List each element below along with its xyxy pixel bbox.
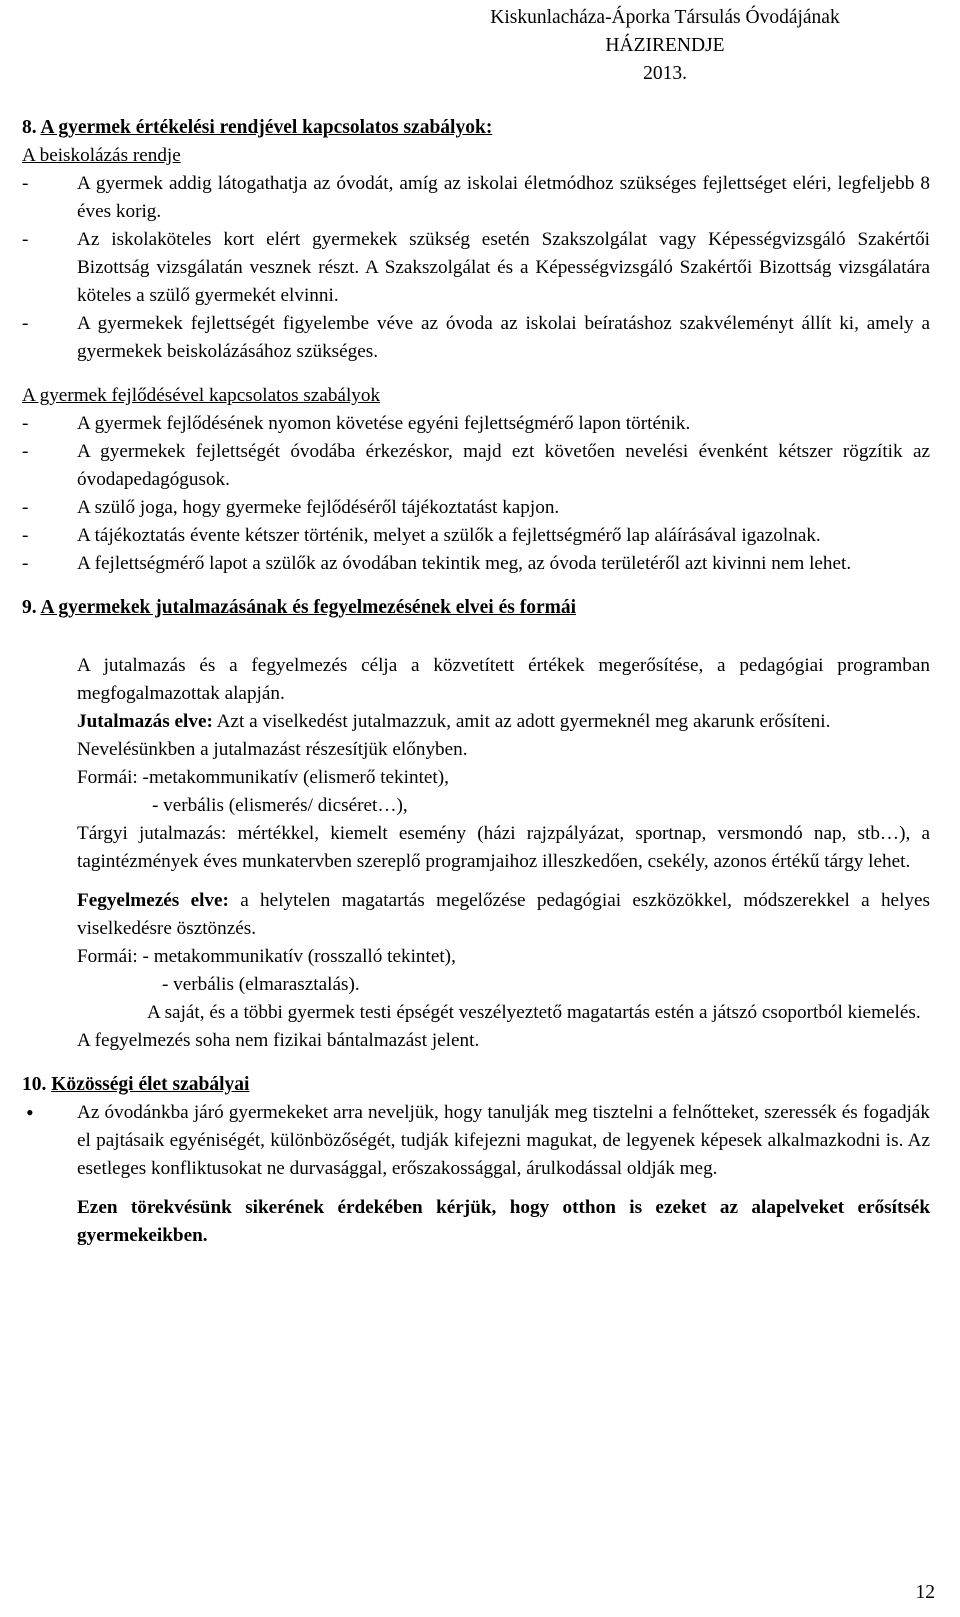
list-item xyxy=(22,310,930,366)
dash-marker: - xyxy=(22,525,29,546)
closing-paragraph xyxy=(77,1194,930,1250)
section-8-heading xyxy=(22,114,930,142)
list-item-text: A fejlettségmérő lapot a szülők az óvodában tekintik meg, az óvoda területéről azt kivinni nem lehet. xyxy=(77,553,852,574)
section-title: A gyermekek jutalmazásának és fegyelmezésének elvei és formái xyxy=(40,597,577,618)
paragraph: Nevelésünkben a jutalmazást részesítjük előnyben. xyxy=(77,739,468,760)
paragraph xyxy=(77,887,930,943)
list-item xyxy=(22,550,930,578)
bold-lead: Fegyelmezés elve: xyxy=(77,890,229,911)
section-10-heading xyxy=(22,1071,930,1099)
section-number: 8. xyxy=(22,117,41,138)
dash-marker: - xyxy=(22,173,29,194)
dash-marker: - xyxy=(22,497,29,518)
paragraph xyxy=(77,708,930,736)
paragraph: Tárgyi jutalmazás: mértékkel, kiemelt esemény (házi rajzpályázat, sportnap, versmondó nap, stb…), a tagintézmények éves munkatervben szereplő programjaihoz illeszkedően, csekély, azonos értékű tárgy lehet. xyxy=(77,823,930,872)
bullet-marker: • xyxy=(26,1100,34,1125)
subsection-heading: A gyermek fejlődésével kapcsolatos szabályok xyxy=(22,385,381,406)
page-header xyxy=(425,4,905,88)
paragraph-text: a helytelen magatartás megelőzése pedagógiai eszközökkel, módszerekkel a helyes viselkedésre ösztönzés. xyxy=(77,890,930,939)
section-number: 10. xyxy=(22,1074,52,1095)
page-number: 12 xyxy=(915,1582,935,1603)
paragraph: Formái: -metakommunikatív (elismerő tekintet), xyxy=(77,767,449,788)
list-item-text: Az óvodánkba járó gyermekeket arra neveljük, hogy tanulják meg tisztelni a felnőtteket, szeressék és fogadják el pajtásaik egyéniségét, különbözőségét, tudják kifejezni magukat, de legyenek képesek alkalmazkodni is. Az esetleges konfliktusokat ne durvasággal, erőszakossággal, árulkodással oldják meg. xyxy=(77,1102,930,1179)
section-title: A gyermek értékelési rendjével kapcsolatos szabályok: xyxy=(40,117,493,138)
list-item xyxy=(22,410,930,438)
header-institution: Kiskunlacháza-Áporka Társulás Óvodájának xyxy=(490,7,840,28)
list-item-text: A gyermek fejlődésének nyomon követése egyéni fejlettségmérő lapon történik. xyxy=(77,413,691,434)
paragraph: - verbális (elmarasztalás). xyxy=(162,974,360,995)
bold-lead: Jutalmazás elve: xyxy=(77,711,213,732)
header-year: 2013. xyxy=(643,63,687,84)
paragraph: A jutalmazás és a fegyelmezés célja a közvetített értékek megerősítése, a pedagógiai programban megfogalmazottak alapján. xyxy=(77,655,930,704)
list-item xyxy=(22,1099,930,1183)
subsection-heading: A beiskolázás rendje xyxy=(22,145,181,166)
paragraph: Formái: - metakommunikatív (rosszalló tekintet), xyxy=(77,946,456,967)
paragraph: - verbális (elismerés/ dicséret…), xyxy=(152,795,408,816)
list-item xyxy=(22,438,930,494)
closing-bold-text: Ezen törekvésünk sikerének érdekében kérjük, hogy otthon is ezeket az alapelveket erősítsék gyermekeikben. xyxy=(77,1197,930,1246)
dash-marker: - xyxy=(22,441,29,462)
paragraph: A fegyelmezés soha nem fizikai bántalmazást jelent. xyxy=(77,1030,480,1051)
section-9-heading xyxy=(22,594,930,622)
section-number: 9. xyxy=(22,597,41,618)
list-item xyxy=(22,522,930,550)
list-item-text: Az iskolaköteles kort elért gyermekek szükség esetén Szakszolgálat vagy Képességvizsgáló Szakértői Bizottság vizsgálatán vesznek részt. A Szakszolgálat és a Képességvizsgáló Szakértői Bizottság vizsgálatára köteles a szülő gyermekét elvinni. xyxy=(77,229,930,306)
list-item-text: A gyermekek fejlettségét óvodába érkezéskor, majd ezt követően nevelési évenként kétszer rögzítik az óvodapedagógusok. xyxy=(77,441,930,490)
dash-marker: - xyxy=(22,413,29,434)
list-item-text: A gyermekek fejlettségét figyelembe véve az óvoda az iskolai beíratáshoz szakvéleményt állít ki, amely a gyermekek beiskolázásához szükséges. xyxy=(77,313,930,362)
paragraph-text: Azt a viselkedést jutalmazzuk, amit az adott gyermeknél meg akarunk erősíteni. xyxy=(212,711,831,732)
dash-marker: - xyxy=(22,313,29,334)
list-item xyxy=(22,494,930,522)
list-item-text: A gyermek addig látogathatja az óvodát, amíg az iskolai életmódhoz szükséges fejlettséget eléri, legfeljebb 8 éves korig. xyxy=(77,173,930,222)
paragraph: A saját, és a többi gyermek testi épségét veszélyeztető magatartás estén a játszó csoportból kiemelés. xyxy=(147,1002,921,1023)
section-title: Közösségi élet szabályai xyxy=(51,1074,250,1095)
dash-marker: - xyxy=(22,229,29,250)
list-item xyxy=(22,170,930,226)
list-item-text: A szülő joga, hogy gyermeke fejlődéséről tájékoztatást kapjon. xyxy=(77,497,560,518)
list-item-text: A tájékoztatás évente kétszer történik, melyet a szülők a fejlettségmérő lap aláírásával igazolnak. xyxy=(77,525,821,546)
dash-marker: - xyxy=(22,553,29,574)
page-content xyxy=(22,114,930,1250)
header-doc-title: HÁZIRENDJE xyxy=(605,35,725,56)
list-item xyxy=(22,226,930,310)
